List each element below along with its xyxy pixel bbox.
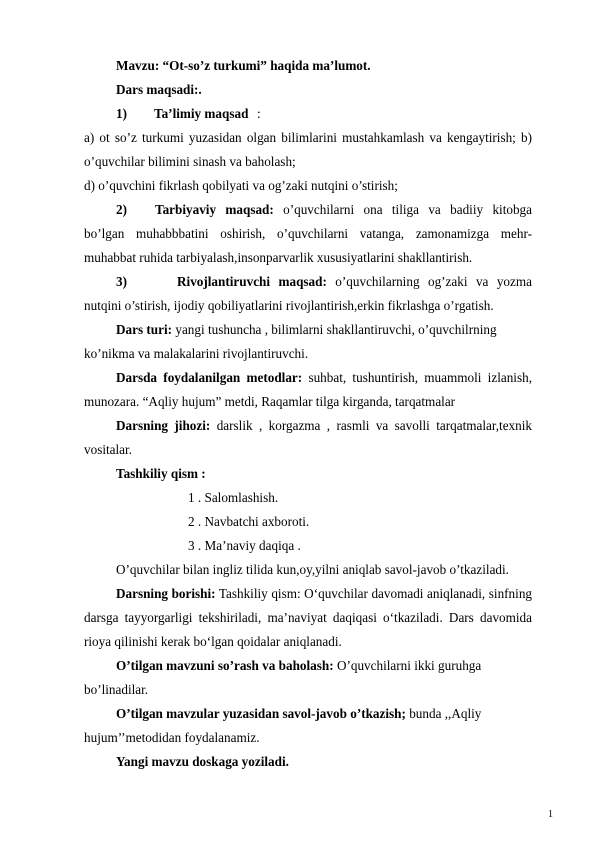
methods-line: munozara. “Aqliy hujum” metdi, Raqamlar tilga kirganda, tarqatmalar — [84, 394, 456, 409]
lesson-goals-heading: Dars maqsadi:. — [116, 82, 202, 97]
organizational-item: 1 . Salomlashish. — [188, 490, 279, 505]
review-line: O’tilgan mavzuni so’rash va baholash: O’quvchilarni ikki guruhga — [116, 658, 482, 673]
goal-1-text-line: a) ot so’z turkumi yuzasidan olgan bilimlarini mustahkamlash va kengaytirish; b) — [84, 130, 532, 145]
goal-1-heading: 1) Ta’limiy maqsad : — [116, 106, 261, 121]
page-number: 1 — [548, 809, 553, 820]
goal-2-heading-line: 2) Tarbiyaviy maqsad: o’quvchilarni ona tiliga va badiiy kitobga — [116, 202, 532, 217]
organizational-item: 2 . Navbatchi axboroti. — [188, 514, 310, 529]
lesson-progress-line: Darsning borishi: Tashkiliy qism: O‘quvchilar davomadi aniqlanadi, sinfning — [116, 586, 533, 601]
new-topic-line: Yangi mavzu doskaga yoziladi. — [116, 754, 289, 769]
lesson-topic: Mavzu: “Ot-so’z turkumi” haqida ma’lumot. — [116, 58, 371, 73]
organizational-item: 3 . Ma’naviy daqiqa . — [188, 538, 301, 553]
goal-1-text-line: d) o’quvchini fikrlash qobilyati va og’zaki nutqini o’stirish; — [84, 178, 398, 193]
review-line: bo’linadilar. — [84, 682, 149, 697]
goal-2-text-line: muhabbat ruhida tarbiyalash,insonparvarlik xususiyatlarini shakllantirish. — [84, 250, 473, 265]
body-text-line: O’quvchilar bilan ingliz tilida kun,oy,yilni aniqlab savol-javob o’tkaziladi. — [116, 562, 509, 577]
organizational-part-heading: Tashkiliy qism : — [116, 466, 206, 481]
qa-line: hujum’’metodidan foydalanamiz. — [84, 730, 260, 745]
methods-line: Darsda foydalanilgan metodlar: suhbat, tushuntirish, muammoli izlanish, — [116, 370, 532, 385]
goal-1-text-line: o’quvchilar bilimini sinash va baholash; — [84, 154, 296, 169]
equipment-line: vositalar. — [84, 442, 132, 457]
lesson-progress-line: rioya qilinishi kerak bo‘lgan qoidalar aniqlanadi. — [84, 634, 342, 649]
goal-3-text-line: nutqini o’stirish, ijodiy qobiliyatlarini rivojlantirish,erkin fikrlashga o’rgatish. — [84, 298, 494, 313]
goal-2-text-line: bo’lgan muhabbbatini oshirish, o’quvchilarni vatanga, zamonamizga mehr- — [84, 226, 532, 241]
goal-3-heading-line: 3) Rivojlantiruvchi maqsad: o’quvchilarning og’zaki va yozma — [116, 274, 532, 289]
lesson-progress-line: darsga tayyorgarligi tekshiriladi, ma’naviyat daqiqasi o‘tkaziladi. Dars davomida — [84, 610, 532, 625]
lesson-type-line: ko’nikma va malakalarini rivojlantiruvchi. — [84, 346, 309, 361]
qa-line: O’tilgan mavzular yuzasidan savol-javob o’tkazish; bunda ,,Aqliy — [116, 706, 482, 721]
lesson-type-line: Dars turi: yangi tushuncha , bilimlarni shakllantiruvchi, o’quvchilrning — [116, 322, 497, 337]
equipment-line: Darsning jihozi: darslik , korgazma , rasmli va savolli tarqatmalar,texnik — [116, 418, 532, 433]
